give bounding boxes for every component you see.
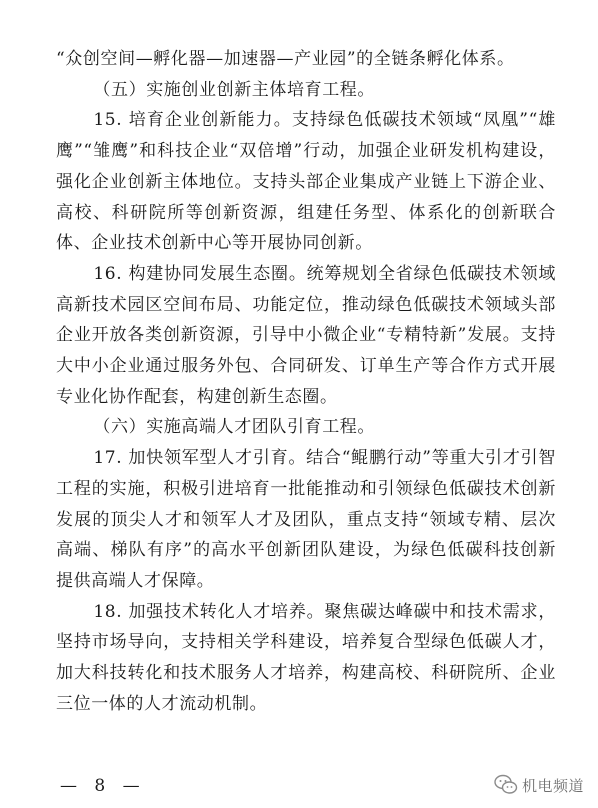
paragraph-item-17: 17. 加快领军型人才引育。结合“鲲鹏行动”等重大引才引智工程的实施，积极引进培育一批能推动和引领绿色低碳技术创新发展的顶尖人才和领军人才及团队，重点支持“领域专精、层次高端、梯队有序”的高水平创新团队建设，为绿色低碳科技创新提供高端人才保障。: [56, 448, 556, 591]
section-heading-six: （六）实施高端人才团队引育工程。: [93, 417, 375, 438]
wechat-icon: [494, 774, 518, 796]
watermark-text: 机电频道: [521, 776, 584, 795]
watermark: [494, 774, 584, 796]
section-heading-five: （五）实施创业创新主体培育工程。: [93, 79, 375, 100]
paragraph-item-15: 15. 培育企业创新能力。支持绿色低碳技术领域“凤凰”“雄鹰”“雏鹰”和科技企业“双倍增”行动，加强企业研发机构建设，强化企业创新主体地位。支持头部企业集成产业链上下游企业、高校、科研院所等创新资源，组建任务型、体系化的创新联合体、企业技术创新中心等开展协同创新。: [56, 110, 556, 254]
paragraph-item-16: 16. 构建协同发展生态圈。统筹规划全省绿色低碳技术领域高新技术园区空间布局、功能定位，推动绿色低碳技术领域头部企业开放各类创新资源，引导中小微企业“专精特新”发展。支持大中小企业通过服务外包、合同研发、订单生产等合作方式开展专业化协作配套，构建创新生态圈。: [56, 263, 556, 407]
paragraph-continuation: “众创空间—孵化器—加速器—产业园”的全链条孵化体系。: [56, 49, 515, 69]
paragraph-item-18: 18. 加强技术转化人才培养。聚焦碳达峰碳中和技术需求，坚持市场导向，支持相关学科建设，培养复合型绿色低碳人才，加大科技转化和技术服务人才培养，构建高校、科研院所、企业三位一体的人才流动机制。: [56, 601, 556, 714]
page-number: — 8 —: [60, 776, 146, 796]
document-body: [56, 44, 556, 719]
page-footer: [0, 768, 598, 808]
